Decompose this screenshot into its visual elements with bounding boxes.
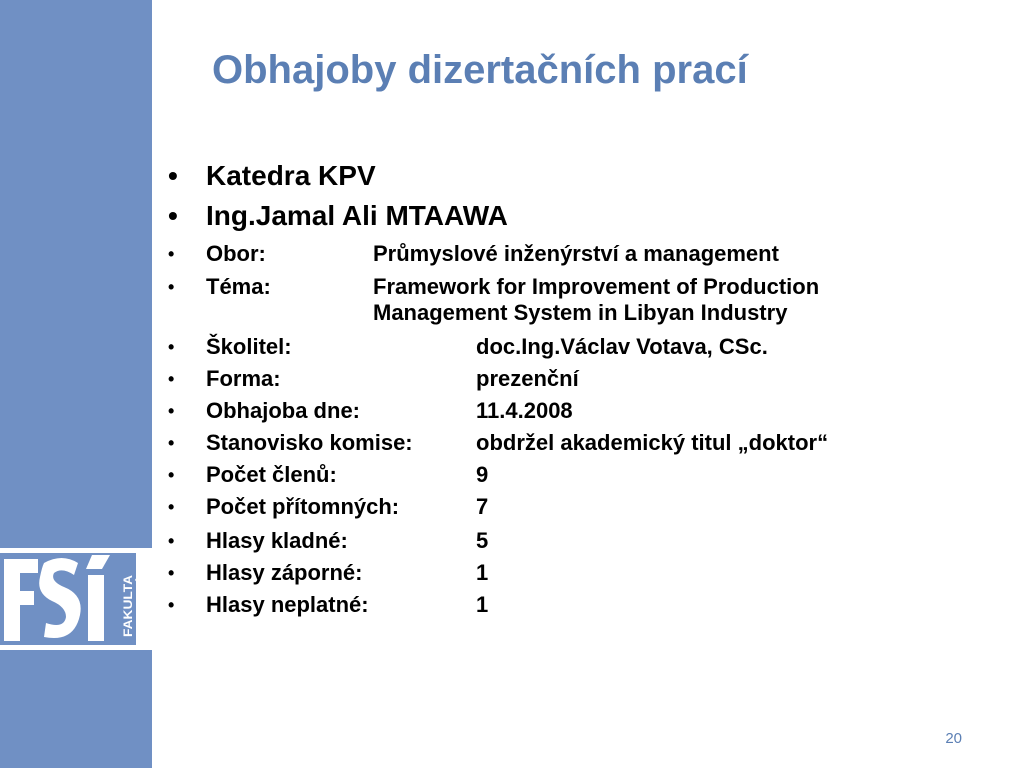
bullet-icon: •: [168, 244, 175, 264]
list-item-text: Katedra KPV: [206, 160, 376, 191]
list-item-label: Hlasy kladné:: [206, 528, 348, 553]
bullet-icon: •: [168, 160, 178, 191]
list-item-value: 9: [476, 462, 489, 487]
logo-faculty-word2: STROJNÍ: [135, 584, 149, 637]
list-item-value: Framework for Improvement of Production: [373, 274, 820, 299]
bullet-icon: •: [168, 433, 175, 453]
logo-faculty-word1: FAKULTA: [121, 582, 135, 637]
bullet-icon: •: [168, 337, 175, 357]
list-item-value: 1: [476, 560, 489, 585]
list-item-value: 7: [476, 494, 489, 519]
list-item-value: doc.Ing.Václav Votava, CSc.: [476, 334, 768, 359]
list-item-value: Průmyslové inženýrství a management: [373, 241, 779, 266]
bullet-icon: •: [168, 277, 175, 297]
list-item-label: Téma:: [206, 274, 271, 299]
list-item-value: 11.4.2008: [476, 398, 573, 423]
fsi-logo: [0, 553, 152, 645]
list-item-label: Hlasy neplatné:: [206, 592, 369, 617]
bullet-icon: •: [168, 563, 175, 583]
page-title: Obhajoby dizertačních prací: [212, 48, 748, 92]
list-item-value: 5: [476, 528, 489, 553]
bullet-icon: •: [168, 497, 175, 517]
bullet-icon: •: [168, 401, 175, 421]
list-item-label: Obhajoba dne:: [206, 398, 360, 423]
list-item-label: Počet členů:: [206, 462, 337, 487]
side-band: [0, 0, 152, 768]
list-item-label: Hlasy záporné:: [206, 560, 363, 585]
list-item-label: Školitel:: [206, 334, 292, 359]
bullet-icon: •: [168, 200, 178, 231]
list-item-text: Ing.Jamal Ali MTAAWA: [206, 200, 508, 231]
list-item-label: Forma:: [206, 366, 281, 391]
list-item-label: Počet přítomných:: [206, 494, 400, 519]
list-item-value: obdržel akademický titul „doktor“: [476, 430, 829, 455]
page-number: 20: [945, 730, 962, 747]
bullet-icon: •: [168, 369, 175, 389]
bullet-icon: •: [168, 465, 175, 485]
bullet-icon: •: [168, 531, 175, 551]
bullet-icon: •: [168, 595, 175, 615]
list-item-label: Obor:: [206, 241, 266, 266]
list-item-value: 1: [476, 592, 489, 617]
list-item-label: Stanovisko komise:: [206, 430, 413, 455]
list-item-value: prezenční: [476, 366, 579, 391]
list-item-value-line2: Management System in Libyan Industry: [373, 300, 788, 325]
